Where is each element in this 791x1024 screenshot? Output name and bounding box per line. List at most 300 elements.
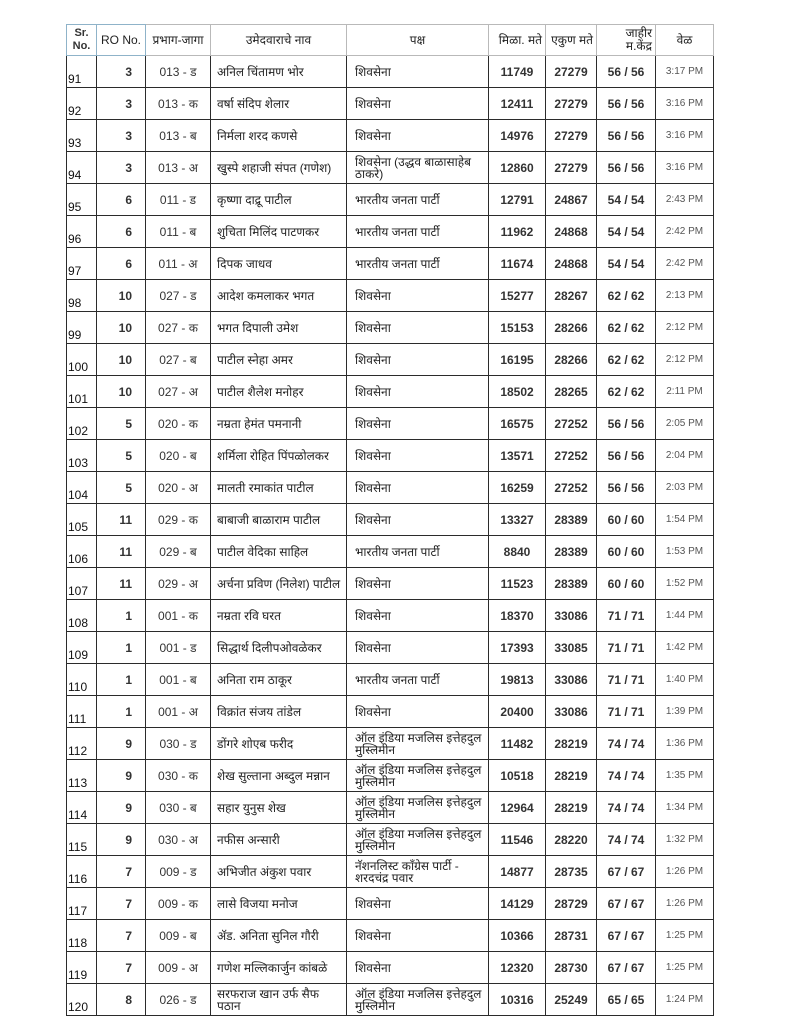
cell-ro-no: 9 — [97, 728, 146, 760]
cell-total-votes: 33086 — [546, 600, 597, 632]
table-row — [67, 472, 714, 504]
cell-candidate-name: शुचिता मिलिंद पाटणकर — [211, 216, 347, 248]
cell-sr-no: 95 — [67, 184, 97, 216]
cell-sr-no: 102 — [67, 408, 97, 440]
cell-party: ऑल इंडिया मजलिस इत्तेहदुल मुस्लिमीन — [347, 792, 489, 824]
cell-ro-no: 7 — [97, 952, 146, 984]
cell-candidate-name: लासे विजया मनोज — [211, 888, 347, 920]
cell-sr-no: 110 — [67, 664, 97, 696]
cell-sr-no: 109 — [67, 632, 97, 664]
table-row — [67, 312, 714, 344]
table-row — [67, 568, 714, 600]
cell-candidate-name: आदेश कमलाकर भगत — [211, 280, 347, 312]
cell-votes-received: 15153 — [489, 312, 546, 344]
cell-ro-no: 3 — [97, 152, 146, 184]
cell-declared-booths: 71 / 71 — [597, 632, 656, 664]
cell-ward-seat: 001 - क — [146, 600, 211, 632]
cell-declared-booths: 56 / 56 — [597, 472, 656, 504]
table-row — [67, 824, 714, 856]
cell-total-votes: 33086 — [546, 664, 597, 696]
cell-ward-seat: 029 - ब — [146, 536, 211, 568]
cell-declared-booths: 62 / 62 — [597, 312, 656, 344]
cell-sr-no: 103 — [67, 440, 97, 472]
cell-party: भारतीय जनता पार्टी — [347, 216, 489, 248]
cell-time: 2:03 PM — [656, 472, 714, 504]
cell-declared-booths: 74 / 74 — [597, 792, 656, 824]
cell-declared-booths: 56 / 56 — [597, 152, 656, 184]
cell-ward-seat: 030 - ब — [146, 792, 211, 824]
header-declared-booths: जाहीर म.केंद्र — [597, 25, 656, 56]
cell-votes-received: 11523 — [489, 568, 546, 600]
cell-votes-received: 20400 — [489, 696, 546, 728]
cell-party: ऑल इंडिया मजलिस इत्तेहदुल मुस्लिमीन — [347, 824, 489, 856]
cell-votes-received: 15277 — [489, 280, 546, 312]
cell-total-votes: 28266 — [546, 344, 597, 376]
cell-total-votes: 28389 — [546, 568, 597, 600]
cell-votes-received: 8840 — [489, 536, 546, 568]
cell-sr-no: 96 — [67, 216, 97, 248]
cell-ro-no: 5 — [97, 440, 146, 472]
cell-sr-no: 91 — [67, 56, 97, 88]
cell-candidate-name: नम्रता हेमंत पमनानी — [211, 408, 347, 440]
cell-ward-seat: 020 - क — [146, 408, 211, 440]
cell-declared-booths: 62 / 62 — [597, 280, 656, 312]
cell-ro-no: 6 — [97, 184, 146, 216]
cell-declared-booths: 74 / 74 — [597, 760, 656, 792]
cell-candidate-name: वर्षा संदिप शेलार — [211, 88, 347, 120]
table-row — [67, 664, 714, 696]
cell-ward-seat: 029 - क — [146, 504, 211, 536]
table-row — [67, 248, 714, 280]
cell-votes-received: 12860 — [489, 152, 546, 184]
cell-ward-seat: 030 - अ — [146, 824, 211, 856]
cell-ward-seat: 009 - ब — [146, 920, 211, 952]
cell-ward-seat: 029 - अ — [146, 568, 211, 600]
cell-ro-no: 7 — [97, 856, 146, 888]
cell-candidate-name: खुस्पे शहाजी संपत (गणेश) — [211, 152, 347, 184]
cell-total-votes: 27279 — [546, 56, 597, 88]
cell-ro-no: 10 — [97, 376, 146, 408]
cell-time: 2:12 PM — [656, 312, 714, 344]
cell-time: 2:05 PM — [656, 408, 714, 440]
cell-party: शिवसेना — [347, 600, 489, 632]
cell-sr-no: 112 — [67, 728, 97, 760]
cell-ro-no: 3 — [97, 56, 146, 88]
cell-time: 1:53 PM — [656, 536, 714, 568]
cell-candidate-name: मालती रमाकांत पाटील — [211, 472, 347, 504]
cell-declared-booths: 56 / 56 — [597, 120, 656, 152]
cell-candidate-name: पाटील वेदिका साहिल — [211, 536, 347, 568]
cell-sr-no: 120 — [67, 984, 97, 1016]
cell-ro-no: 10 — [97, 312, 146, 344]
cell-ro-no: 9 — [97, 760, 146, 792]
table-body — [67, 56, 714, 1016]
cell-total-votes: 28731 — [546, 920, 597, 952]
cell-sr-no: 113 — [67, 760, 97, 792]
cell-ward-seat: 020 - ब — [146, 440, 211, 472]
cell-ward-seat: 011 - ड — [146, 184, 211, 216]
cell-candidate-name: अनिल चिंतामण भोर — [211, 56, 347, 88]
cell-candidate-name: भगत दिपाली उमेश — [211, 312, 347, 344]
cell-party: भारतीय जनता पार्टी — [347, 184, 489, 216]
table-row — [67, 728, 714, 760]
cell-party: शिवसेना (उद्धव बाळासाहेब ठाकरे) — [347, 152, 489, 184]
table-row — [67, 888, 714, 920]
cell-candidate-name: नफीस अन्सारी — [211, 824, 347, 856]
cell-declared-booths: 67 / 67 — [597, 888, 656, 920]
cell-time: 2:42 PM — [656, 216, 714, 248]
cell-total-votes: 27279 — [546, 152, 597, 184]
cell-ward-seat: 020 - अ — [146, 472, 211, 504]
cell-time: 1:42 PM — [656, 632, 714, 664]
cell-total-votes: 27252 — [546, 408, 597, 440]
cell-sr-no: 98 — [67, 280, 97, 312]
cell-time: 2:11 PM — [656, 376, 714, 408]
table-row — [67, 440, 714, 472]
cell-time: 1:34 PM — [656, 792, 714, 824]
cell-declared-booths: 56 / 56 — [597, 88, 656, 120]
cell-total-votes: 28729 — [546, 888, 597, 920]
cell-party: शिवसेना — [347, 408, 489, 440]
cell-ro-no: 8 — [97, 984, 146, 1016]
header-votes-received: मिळा. मते — [489, 25, 546, 56]
cell-ro-no: 9 — [97, 792, 146, 824]
cell-total-votes: 28730 — [546, 952, 597, 984]
cell-sr-no: 107 — [67, 568, 97, 600]
table-row — [67, 504, 714, 536]
cell-party: शिवसेना — [347, 696, 489, 728]
cell-party: शिवसेना — [347, 120, 489, 152]
cell-party: शिवसेना — [347, 568, 489, 600]
header-ro-no: RO No. — [97, 25, 146, 56]
table-row — [67, 408, 714, 440]
cell-total-votes: 28219 — [546, 792, 597, 824]
cell-ro-no: 1 — [97, 696, 146, 728]
cell-ro-no: 1 — [97, 600, 146, 632]
cell-party: शिवसेना — [347, 376, 489, 408]
cell-total-votes: 33086 — [546, 696, 597, 728]
cell-ro-no: 3 — [97, 88, 146, 120]
cell-party: शिवसेना — [347, 472, 489, 504]
cell-declared-booths: 71 / 71 — [597, 600, 656, 632]
cell-time: 1:40 PM — [656, 664, 714, 696]
cell-total-votes: 27279 — [546, 120, 597, 152]
cell-sr-no: 108 — [67, 600, 97, 632]
cell-total-votes: 24867 — [546, 184, 597, 216]
table-row — [67, 56, 714, 88]
cell-candidate-name: शेख सुल्ताना अब्दुल मन्नान — [211, 760, 347, 792]
cell-party: ऑल इंडिया मजलिस इत्तेहदुल मुस्लिमीन — [347, 760, 489, 792]
cell-total-votes: 28266 — [546, 312, 597, 344]
table-row — [67, 280, 714, 312]
cell-total-votes: 28265 — [546, 376, 597, 408]
cell-candidate-name: अर्चना प्रविण (निलेश) पाटील — [211, 568, 347, 600]
cell-votes-received: 11962 — [489, 216, 546, 248]
cell-sr-no: 105 — [67, 504, 97, 536]
cell-total-votes: 27252 — [546, 472, 597, 504]
cell-time: 1:26 PM — [656, 888, 714, 920]
cell-party: भारतीय जनता पार्टी — [347, 664, 489, 696]
cell-sr-no: 101 — [67, 376, 97, 408]
cell-ward-seat: 011 - ब — [146, 216, 211, 248]
cell-ro-no: 9 — [97, 824, 146, 856]
cell-ro-no: 10 — [97, 280, 146, 312]
cell-total-votes: 33085 — [546, 632, 597, 664]
cell-votes-received: 12964 — [489, 792, 546, 824]
cell-party: शिवसेना — [347, 888, 489, 920]
cell-votes-received: 11482 — [489, 728, 546, 760]
cell-total-votes: 28219 — [546, 760, 597, 792]
cell-total-votes: 28220 — [546, 824, 597, 856]
cell-declared-booths: 60 / 60 — [597, 504, 656, 536]
cell-ward-seat: 009 - अ — [146, 952, 211, 984]
cell-time: 2:04 PM — [656, 440, 714, 472]
cell-votes-received: 18502 — [489, 376, 546, 408]
cell-total-votes: 24868 — [546, 248, 597, 280]
table-row — [67, 536, 714, 568]
cell-ro-no: 11 — [97, 568, 146, 600]
cell-candidate-name: बाबाजी बाळाराम पाटील — [211, 504, 347, 536]
cell-candidate-name: सिद्धार्थ दिलीपओवळेकर — [211, 632, 347, 664]
cell-ward-seat: 030 - क — [146, 760, 211, 792]
cell-sr-no: 114 — [67, 792, 97, 824]
header-sr-no: Sr. No. — [67, 25, 97, 56]
cell-time: 1:25 PM — [656, 920, 714, 952]
cell-party: भारतीय जनता पार्टी — [347, 536, 489, 568]
cell-declared-booths: 60 / 60 — [597, 536, 656, 568]
cell-ward-seat: 011 - अ — [146, 248, 211, 280]
cell-candidate-name: नम्रता रवि घरत — [211, 600, 347, 632]
cell-time: 1:35 PM — [656, 760, 714, 792]
cell-party: शिवसेना — [347, 440, 489, 472]
results-table — [66, 24, 714, 1016]
cell-total-votes: 25249 — [546, 984, 597, 1016]
cell-time: 3:16 PM — [656, 152, 714, 184]
table-row — [67, 760, 714, 792]
cell-total-votes: 27279 — [546, 88, 597, 120]
cell-party: शिवसेना — [347, 632, 489, 664]
cell-total-votes: 24868 — [546, 216, 597, 248]
cell-time: 1:52 PM — [656, 568, 714, 600]
cell-candidate-name: सरफराज खान उर्फ सैफ पठान — [211, 984, 347, 1016]
cell-party: शिवसेना — [347, 504, 489, 536]
cell-sr-no: 117 — [67, 888, 97, 920]
cell-declared-booths: 67 / 67 — [597, 920, 656, 952]
cell-votes-received: 16195 — [489, 344, 546, 376]
cell-votes-received: 10518 — [489, 760, 546, 792]
cell-party: शिवसेना — [347, 952, 489, 984]
cell-ward-seat: 001 - ब — [146, 664, 211, 696]
cell-ro-no: 3 — [97, 120, 146, 152]
table-row — [67, 920, 714, 952]
cell-candidate-name: गणेश मल्लिकार्जुन कांबळे — [211, 952, 347, 984]
table-row — [67, 600, 714, 632]
cell-votes-received: 10316 — [489, 984, 546, 1016]
cell-votes-received: 13327 — [489, 504, 546, 536]
cell-declared-booths: 56 / 56 — [597, 408, 656, 440]
table-row — [67, 952, 714, 984]
cell-votes-received: 14129 — [489, 888, 546, 920]
cell-ward-seat: 013 - अ — [146, 152, 211, 184]
cell-ward-seat: 009 - क — [146, 888, 211, 920]
cell-party: नॅशनलिस्ट कॉंग्रेस पार्टी - शरदचंद्र पवार — [347, 856, 489, 888]
cell-candidate-name: शर्मिला रोहित पिंपळोलकर — [211, 440, 347, 472]
cell-declared-booths: 74 / 74 — [597, 728, 656, 760]
table-row — [67, 184, 714, 216]
cell-sr-no: 111 — [67, 696, 97, 728]
cell-declared-booths: 71 / 71 — [597, 664, 656, 696]
cell-time: 1:54 PM — [656, 504, 714, 536]
cell-declared-booths: 62 / 62 — [597, 376, 656, 408]
cell-votes-received: 19813 — [489, 664, 546, 696]
cell-time: 2:12 PM — [656, 344, 714, 376]
cell-ward-seat: 027 - अ — [146, 376, 211, 408]
table-row — [67, 984, 714, 1016]
cell-ro-no: 11 — [97, 536, 146, 568]
cell-votes-received: 11749 — [489, 56, 546, 88]
cell-declared-booths: 71 / 71 — [597, 696, 656, 728]
cell-ward-seat: 009 - ड — [146, 856, 211, 888]
table-row — [67, 344, 714, 376]
cell-votes-received: 14877 — [489, 856, 546, 888]
table-row — [67, 792, 714, 824]
cell-total-votes: 28389 — [546, 504, 597, 536]
cell-time: 1:32 PM — [656, 824, 714, 856]
cell-votes-received: 16259 — [489, 472, 546, 504]
cell-declared-booths: 62 / 62 — [597, 344, 656, 376]
cell-ward-seat: 013 - क — [146, 88, 211, 120]
cell-time: 3:17 PM — [656, 56, 714, 88]
cell-total-votes: 28219 — [546, 728, 597, 760]
cell-party: ऑल इंडिया मजलिस इत्तेहदुल मुस्लिमीन — [347, 984, 489, 1016]
cell-total-votes: 27252 — [546, 440, 597, 472]
cell-time: 3:16 PM — [656, 88, 714, 120]
cell-ward-seat: 026 - ड — [146, 984, 211, 1016]
cell-declared-booths: 65 / 65 — [597, 984, 656, 1016]
cell-declared-booths: 60 / 60 — [597, 568, 656, 600]
cell-ro-no: 11 — [97, 504, 146, 536]
cell-votes-received: 10366 — [489, 920, 546, 952]
cell-candidate-name: अनिता राम ठाकूर — [211, 664, 347, 696]
cell-ro-no: 1 — [97, 664, 146, 696]
cell-ro-no: 5 — [97, 408, 146, 440]
cell-time: 1:36 PM — [656, 728, 714, 760]
cell-candidate-name: पाटील शैलेश मनोहर — [211, 376, 347, 408]
cell-ward-seat: 001 - ड — [146, 632, 211, 664]
table-row — [67, 152, 714, 184]
cell-votes-received: 13571 — [489, 440, 546, 472]
cell-declared-booths: 56 / 56 — [597, 56, 656, 88]
cell-time: 3:16 PM — [656, 120, 714, 152]
cell-sr-no: 116 — [67, 856, 97, 888]
header-candidate-name: उमेदवाराचे नाव — [211, 25, 347, 56]
cell-sr-no: 118 — [67, 920, 97, 952]
cell-ward-seat: 001 - अ — [146, 696, 211, 728]
table-row — [67, 632, 714, 664]
header-ward-seat: प्रभाग-जागा — [146, 25, 211, 56]
cell-ro-no: 1 — [97, 632, 146, 664]
cell-declared-booths: 74 / 74 — [597, 824, 656, 856]
cell-votes-received: 12320 — [489, 952, 546, 984]
header-row — [67, 25, 714, 56]
cell-ward-seat: 013 - ब — [146, 120, 211, 152]
cell-candidate-name: पाटील स्नेहा अमर — [211, 344, 347, 376]
table-row — [67, 88, 714, 120]
table-row — [67, 696, 714, 728]
cell-sr-no: 99 — [67, 312, 97, 344]
cell-candidate-name: ॲड. अनिता सुनिल गौरी — [211, 920, 347, 952]
cell-votes-received: 11546 — [489, 824, 546, 856]
cell-votes-received: 12411 — [489, 88, 546, 120]
cell-ro-no: 10 — [97, 344, 146, 376]
cell-time: 1:39 PM — [656, 696, 714, 728]
cell-ro-no: 7 — [97, 888, 146, 920]
table-row — [67, 376, 714, 408]
table-row — [67, 216, 714, 248]
cell-sr-no: 97 — [67, 248, 97, 280]
cell-time: 1:25 PM — [656, 952, 714, 984]
cell-ward-seat: 027 - क — [146, 312, 211, 344]
cell-sr-no: 119 — [67, 952, 97, 984]
cell-ward-seat: 027 - ड — [146, 280, 211, 312]
table-row — [67, 856, 714, 888]
cell-declared-booths: 67 / 67 — [597, 856, 656, 888]
cell-total-votes: 28735 — [546, 856, 597, 888]
cell-time: 1:44 PM — [656, 600, 714, 632]
cell-votes-received: 18370 — [489, 600, 546, 632]
table-header — [67, 25, 714, 56]
cell-sr-no: 106 — [67, 536, 97, 568]
cell-party: भारतीय जनता पार्टी — [347, 248, 489, 280]
header-total-votes: एकुण मते — [546, 25, 597, 56]
cell-votes-received: 17393 — [489, 632, 546, 664]
cell-declared-booths: 54 / 54 — [597, 184, 656, 216]
cell-sr-no: 104 — [67, 472, 97, 504]
cell-time: 1:26 PM — [656, 856, 714, 888]
cell-votes-received: 14976 — [489, 120, 546, 152]
cell-ro-no: 6 — [97, 248, 146, 280]
cell-time: 2:42 PM — [656, 248, 714, 280]
cell-ward-seat: 030 - ड — [146, 728, 211, 760]
cell-total-votes: 28267 — [546, 280, 597, 312]
cell-candidate-name: विक्रांत संजय तांडेल — [211, 696, 347, 728]
cell-ro-no: 7 — [97, 920, 146, 952]
cell-party: शिवसेना — [347, 920, 489, 952]
cell-declared-booths: 56 / 56 — [597, 440, 656, 472]
cell-declared-booths: 67 / 67 — [597, 952, 656, 984]
cell-candidate-name: अभिजीत अंकुश पवार — [211, 856, 347, 888]
cell-party: शिवसेना — [347, 312, 489, 344]
cell-candidate-name: निर्मला शरद कणसे — [211, 120, 347, 152]
cell-declared-booths: 54 / 54 — [597, 216, 656, 248]
cell-candidate-name: डोंगरे शोएब फरीद — [211, 728, 347, 760]
cell-sr-no: 94 — [67, 152, 97, 184]
cell-sr-no: 93 — [67, 120, 97, 152]
table-row — [67, 120, 714, 152]
cell-sr-no: 115 — [67, 824, 97, 856]
cell-time: 2:43 PM — [656, 184, 714, 216]
cell-votes-received: 16575 — [489, 408, 546, 440]
cell-party: शिवसेना — [347, 344, 489, 376]
header-party: पक्ष — [347, 25, 489, 56]
cell-ro-no: 6 — [97, 216, 146, 248]
cell-time: 2:13 PM — [656, 280, 714, 312]
cell-sr-no: 100 — [67, 344, 97, 376]
cell-ro-no: 5 — [97, 472, 146, 504]
cell-votes-received: 11674 — [489, 248, 546, 280]
cell-party: शिवसेना — [347, 88, 489, 120]
cell-ward-seat: 027 - ब — [146, 344, 211, 376]
